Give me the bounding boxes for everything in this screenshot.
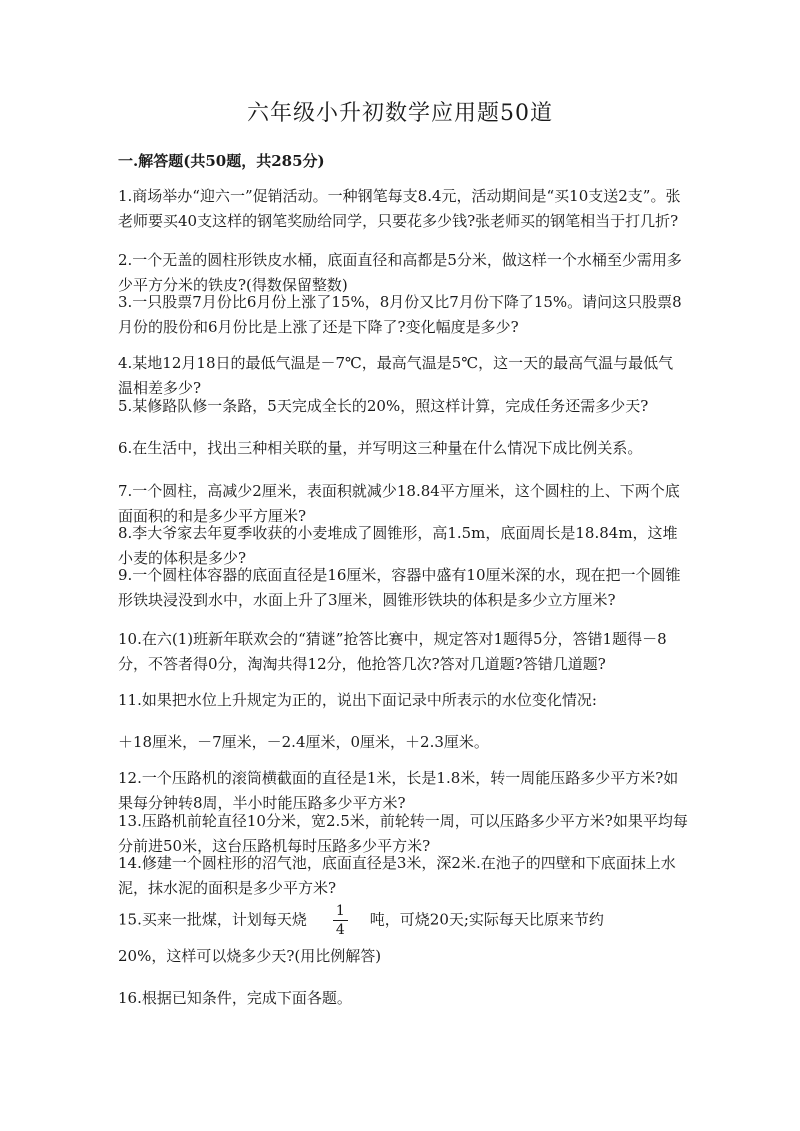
question-4: 4.某地12月18日的最低气温是－7℃，最高气温是5℃，这一天的最高气温与最低气温相差多少? [118,354,674,397]
question-14: 14.修建一个圆柱形的沼气池，底面直径是3米，深2米.在池子的四壁和下底面抹上水泥，抹水泥的面积是多少平方米? [118,854,676,897]
question-11: 11.如果把水位上升规定为正的，说出下面记录中所表示的水位变化情况: [118,691,597,709]
page-title: 六年级小升初数学应用题50道 [247,101,553,126]
question-12: 12.一个压路机的滚筒横截面的直径是1米，长是1.8米，转一周能压路多少平方米?如果每分钟转8周，半小时能压路多少平方米? [118,769,679,812]
section-heading: 一.解答题(共50题，共285分) [118,152,325,170]
fraction-numerator: 1 [333,902,348,921]
question-1: 1.商场举办“迎六一”促销活动。一种钢笔每支8.4元，活动期间是“买10支送2支”。张老师要买40支这样的钢笔奖励给同学，只要花多少钱?张老师买的钢笔相当于打几折? [118,187,681,230]
question-7: 7.一个圆柱，高减少2厘米，表面积就减少18.84平方厘米，这个圆柱的上、下两个底面面积的和是多少平方厘米? [118,482,680,525]
question-6: 6.在生活中，找出三种相关联的量，并写明这三种量在什么情况下成比例关系。 [118,439,643,457]
question-15-line2: 20%，这样可以烧多少天?(用比例解答) [118,947,382,965]
question-5: 5.某修路队修一条路，5天完成全长的20%，照这样计算，完成任务还需多少天? [118,397,649,415]
fraction [333,902,348,939]
question-10: 10.在六(1)班新年联欢会的“猜谜”抢答比赛中，规定答对1题得5分，答错1题得－8分，不答者得0分，淘淘共得12分，他抢答几次?答对几道题?答错几道题? [118,630,667,673]
question-15 [118,902,688,939]
fraction-denominator: 4 [335,922,345,938]
question-9: 9.一个圆柱体容器的底面直径是16厘米，容器中盛有10厘米深的水，现在把一个圆锥形铁块浸没到水中，水面上升了3厘米，圆锥形铁块的体积是多少立方厘米? [118,566,681,609]
question-13: 13.压路机前轮直径10分米，宽2.5米，前轮转一周，可以压路多少平方米?如果平均每分前进50米，这台压路机每时压路多少平方米? [118,812,688,855]
question-2: 2.一个无盖的圆柱形铁皮水桶，底面直径和高都是5分米，做这样一个水桶至少需用多少平方分米的铁皮?(得数保留整数) [118,251,682,294]
question-8: 8.李大爷家去年夏季收获的小麦堆成了圆锥形，高1.5m，底面周长是18.84m，这堆小麦的体积是多少? [118,524,678,567]
question-15-text-before: 15.买来一批煤，计划每天烧 [118,910,307,929]
question-15-text-after: 吨，可烧20天;实际每天比原来节约 [369,910,604,929]
question-3: 3.一只股票7月份比6月份上涨了15%，8月份又比7月份下降了15%。请问这只股票8月份的股份和6月份比是上涨了还是下降了?变化幅度是多少? [118,293,682,336]
question-11-values: ＋18厘米，－7厘米，－2.4厘米，0厘米，＋2.3厘米。 [118,733,489,751]
question-16: 16.根据已知条件，完成下面各题。 [118,989,352,1007]
